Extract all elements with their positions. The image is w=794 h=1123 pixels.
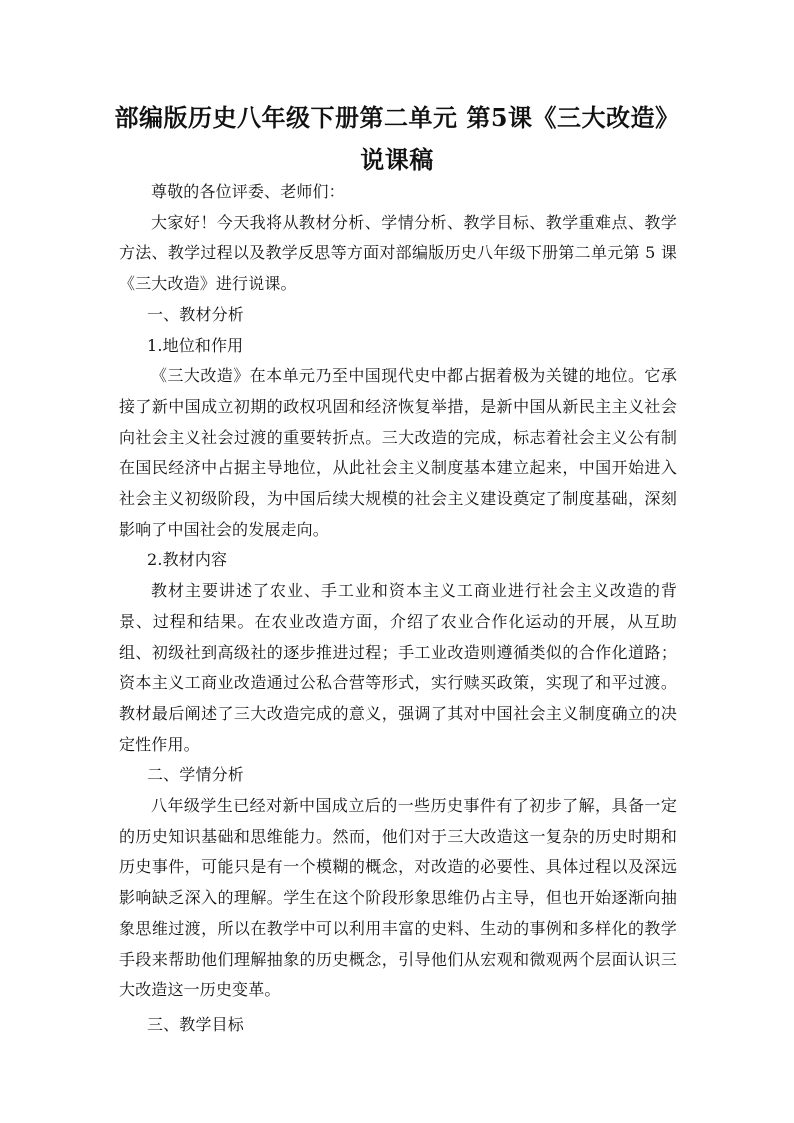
subheading-status-and-role: 1.地位和作用 xyxy=(147,335,244,355)
subheading-textbook-content: 2.教材内容 xyxy=(147,550,228,570)
document-title-line-1: 部编版历史八年级下册第二单元 第5课《三大改造》 xyxy=(114,103,680,132)
intro-paragraph: 大家好！今天我将从教材分析、学情分析、教学目标、教学重难点、教学方法、教学过程以及教学反思等方面对部编版历史八年级下册第二单元第 5 课《三大改造》进行说课。 xyxy=(119,212,677,294)
document-title-line-2: 说课稿 xyxy=(360,145,434,174)
section-heading-textbook-analysis: 一、教材分析 xyxy=(147,304,244,324)
section-heading-student-analysis: 二、学情分析 xyxy=(147,765,244,785)
section-heading-teaching-goals: 三、教学目标 xyxy=(147,1014,244,1034)
salutation: 尊敬的各位评委、老师们： xyxy=(151,182,345,201)
paragraph-student-analysis: 八年级学生已经对新中国成立后的一些历史事件有了初步了解，具备一定的历史知识基础和思维能力。然而，他们对于三大改造这一复杂的历史时期和历史事件，可能只是有一个模糊的概念，对改造的必要性、具体过程以及深远影响缺乏深入的理解。学生在这个阶段形象思维仍占主导，但也开始逐渐向抽象思维过渡，所以在教学中可以利用丰富的史料、生动的事例和多样化的教学手段来帮助他们理解抽象的历史概念，引导他们从宏观和微观两个层面认识三大改造这一历史变革。 xyxy=(119,796,677,1000)
paragraph-textbook-content: 教材主要讲述了农业、手工业和资本主义工商业进行社会主义改造的背景、过程和结果。在农业改造方面，介绍了农业合作化运动的开展，从互助组、初级社到高级社的逐步推进过程；手工业改造则遵循类似的合作化道路；资本主义工商业改造通过公私合营等形式，实行赎买政策，实现了和平过渡。教材最后阐述了三大改造完成的意义，强调了其对中国社会主义制度确立的决定性作用。 xyxy=(119,581,677,754)
paragraph-status-and-role: 《三大改造》在本单元乃至中国现代史中都占据着极为关键的地位。它承接了新中国成立初期的政权巩固和经济恢复举措，是新中国从新民主主义社会向社会主义社会过渡的重要转折点。三大改造的完成，标志着社会主义公有制在国民经济中占据主导地位，从此社会主义制度基本建立起来，中国开始进入社会主义初级阶段，为中国后续大规模的社会主义建设奠定了制度基础，深刻影响了中国社会的发展走向。 xyxy=(119,366,677,539)
document-body xyxy=(119,177,677,1041)
